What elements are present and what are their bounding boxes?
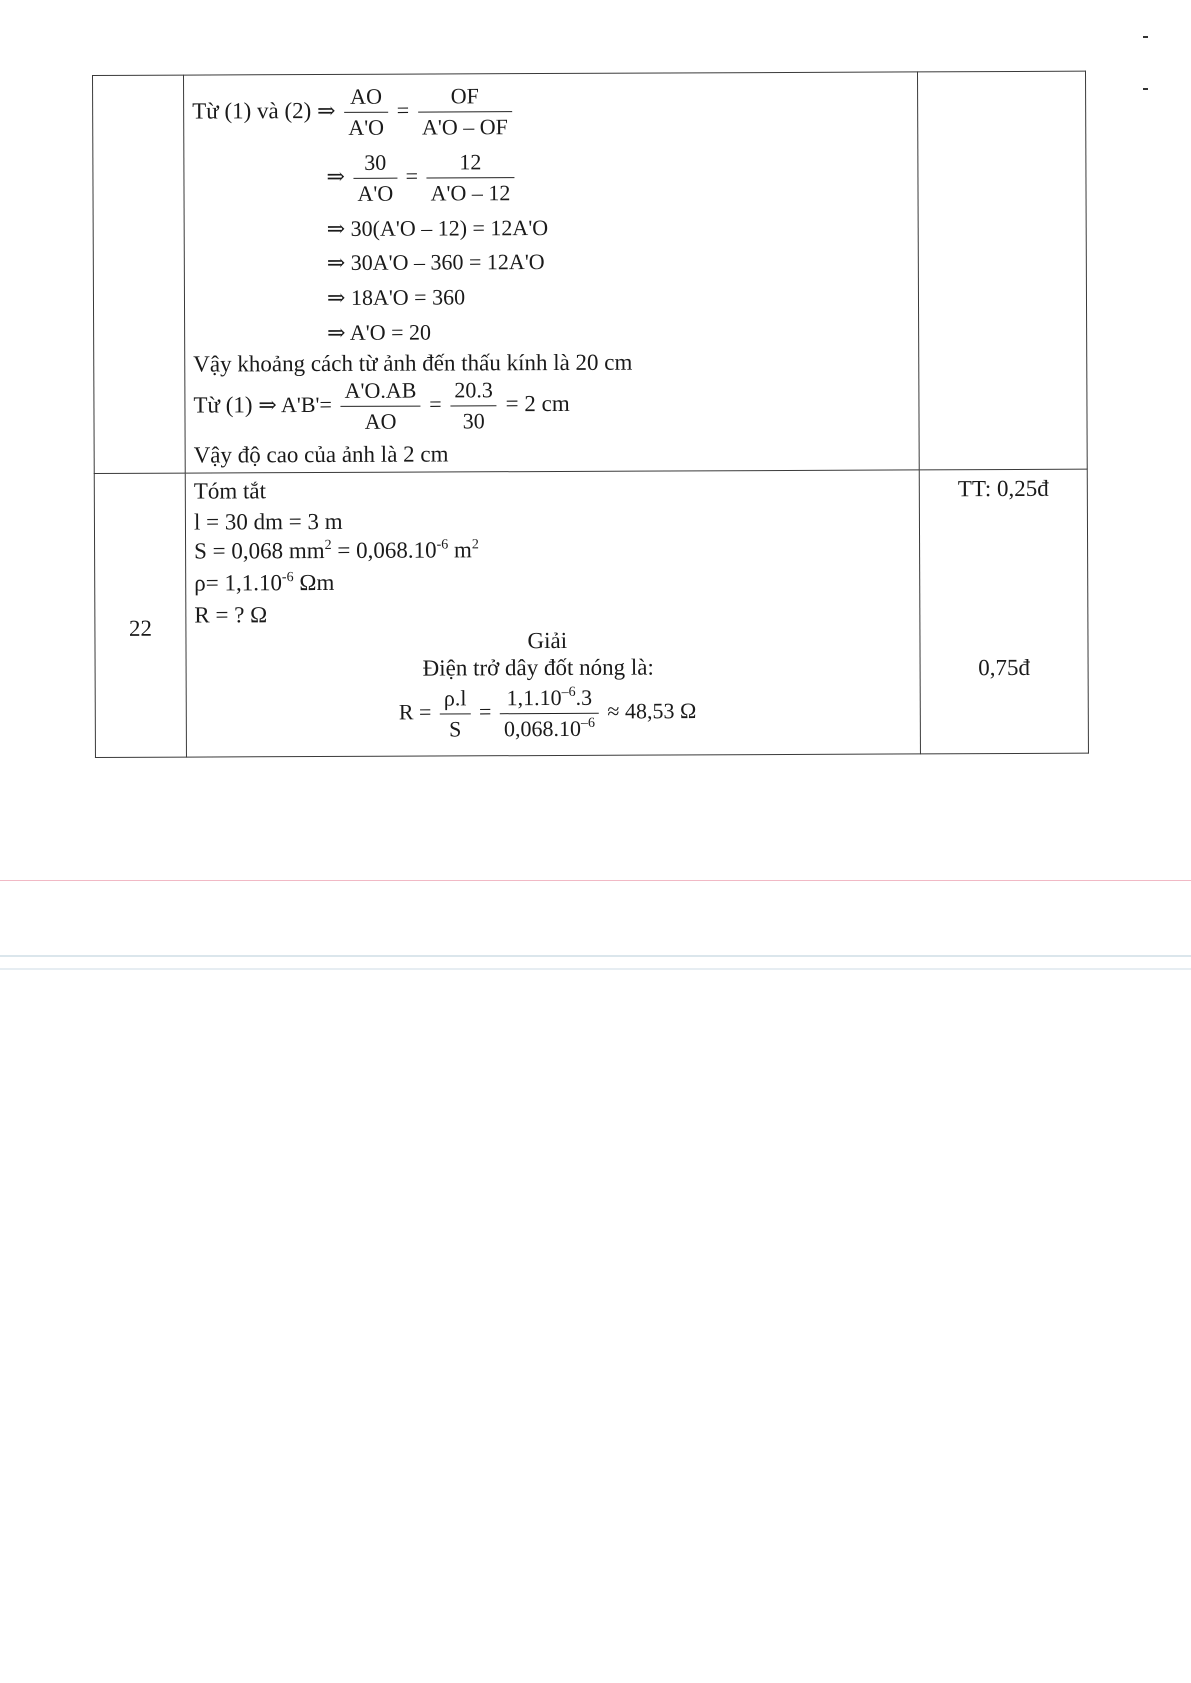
question-number-cell bbox=[93, 75, 186, 473]
scan-speck bbox=[1143, 36, 1148, 38]
table-row-22 bbox=[94, 469, 1088, 757]
equation-step-6: ⇒ A'O = 20 bbox=[327, 319, 432, 345]
equation-substituted: ⇒ $\frac{30}{A'O}$ = $\frac{12}{A'O - 12}$ bbox=[326, 150, 517, 206]
fraction-rho-l-over-s: $\frac{\rho.l}{S}$ bbox=[440, 686, 471, 742]
text-from-1-and-2: Từ (1) và (2) bbox=[192, 98, 312, 124]
solution-cell bbox=[184, 72, 920, 473]
summary-title: Tóm tắt bbox=[193, 478, 267, 504]
conclusion-image-distance: Vậy khoảng cách từ ảnh đến thấu kính là 20 cm bbox=[193, 349, 633, 377]
table-row-21-continued bbox=[93, 71, 1088, 473]
fraction-30-over-ao-prime: $\frac{30}{A'O}$ bbox=[353, 151, 397, 207]
question-number: 22 bbox=[128, 615, 152, 641]
fraction-12-over-difference: $\frac{12}{A'O - 12}$ bbox=[426, 150, 514, 206]
marks-summary: TT: 0,25đ bbox=[957, 475, 1049, 502]
fraction-ao-over-ao-prime: $\frac{AO}{A'O}$ bbox=[344, 85, 388, 141]
given-cross-section: S = 0,068 $mm^2 = 0,068.10^{-6}$ $m^2$ bbox=[194, 537, 479, 564]
given-length: l = 30 dm = 3 m bbox=[193, 508, 343, 535]
scan-artifact-line bbox=[0, 880, 1191, 881]
fraction-ao-ab-over-ao: $\frac{A'O.AB}{AO}$ bbox=[341, 379, 421, 435]
resistance-result: ≈ 48,53 Ω bbox=[607, 698, 697, 724]
marks-solution: 0,75đ bbox=[978, 654, 1031, 681]
marks-cell bbox=[919, 469, 1088, 754]
scan-artifact-band bbox=[0, 968, 1191, 970]
given-resistivity: $\rho= 1,1.10^{-6}$ Ωm bbox=[194, 569, 335, 596]
equation-step-3: ⇒ 30(A'O – 12) = 12A'O bbox=[326, 215, 549, 241]
marks-cell bbox=[917, 71, 1087, 470]
equation-step-4: ⇒ 30A'O – 360 = 12A'O bbox=[326, 249, 545, 275]
fraction-numeric: $\frac{1,1.10^{-6}.3}{0,068.10^{-6}}$ bbox=[500, 686, 599, 742]
solution-text: Điện trở dây đốt nóng là: bbox=[422, 654, 654, 681]
scan-speck bbox=[1143, 88, 1148, 90]
equation-step-5: ⇒ 18A'O = 360 bbox=[326, 284, 466, 310]
equation-from-1-and-2: Từ (1) và (2) ⇒ $\frac{AO}{A'O}$ = $\frac{OF}{A'O - OF}$ bbox=[192, 84, 515, 141]
scan-artifact-band bbox=[0, 955, 1191, 957]
fraction-of-over-difference: $\frac{OF}{A'O - OF}$ bbox=[418, 84, 512, 140]
resistance-formula: R = $\frac{\rho.l}{S}$ = $\frac{1,1.10^{-6}.3}{0,068.10^{-6}}$ ≈ 48,53 Ω bbox=[398, 684, 697, 742]
solution-title: Giải bbox=[527, 627, 568, 654]
answer-table bbox=[92, 71, 1089, 758]
equation-image-height: Từ (1) ⇒ A'B'= $\frac{A'O.AB}{AO}$ = $\frac{20.3}{30}$ = 2 cm bbox=[193, 377, 570, 435]
implies-symbol: ⇒ bbox=[316, 97, 336, 123]
solution-cell bbox=[185, 470, 920, 757]
fraction-20-3-over-30: $\frac{20.3}{30}$ bbox=[450, 378, 497, 434]
find-resistance: R = ? Ω bbox=[194, 602, 268, 628]
question-number-cell bbox=[94, 473, 186, 757]
conclusion-image-height: Vậy độ cao của ảnh là 2 cm bbox=[193, 441, 449, 468]
